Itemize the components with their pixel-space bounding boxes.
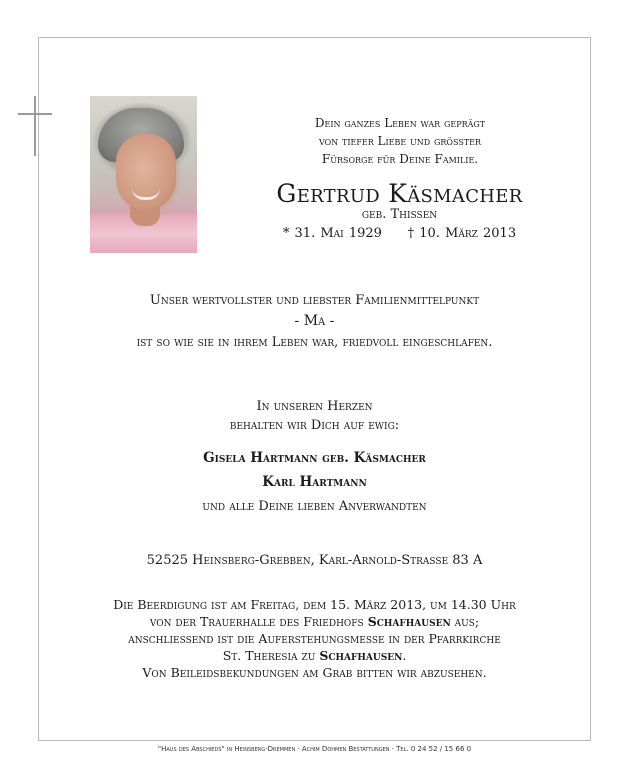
address: 52525 Heinsberg-Grebben, Karl-Arnold-Strasse 83 A <box>146 553 483 568</box>
mourners <box>40 446 589 494</box>
remembrance <box>40 397 589 435</box>
intro-line: von tiefer Liebe und grösster <box>318 134 482 148</box>
intro-verse <box>252 114 548 168</box>
relatives: und alle Deine lieben Anverwandten <box>202 499 427 514</box>
cross-icon <box>18 96 52 156</box>
maiden-name: geb. Thissen <box>361 207 438 222</box>
funeral-line: Die Beerdigung ist am Freitag, dem 15. März 2013, um 14.30 Uhr <box>113 597 516 612</box>
nickname: - Ma - <box>294 313 335 329</box>
condolence-note: Von Beileidsbekundungen am Grab bitten wir abzusehen. <box>142 665 487 680</box>
message <box>40 290 589 353</box>
remembrance-line: In unseren Herzen <box>256 399 373 414</box>
message-line: ist so wie sie in ihrem Leben war, friedvoll eingeschlafen. <box>136 335 493 350</box>
portrait-photo <box>90 96 197 253</box>
birth-date: * 31. Mai 1929 <box>282 226 382 241</box>
death-date: † 10. März 2013 <box>407 226 517 241</box>
funeral-line: von der Trauerhalle des Friedhofs Schafhausen aus; <box>149 614 480 629</box>
footer-imprint: "Haus des Abschieds" in Heinsberg-Dremmen · Achim Dohmen Bestattungen · Tel. 0 24 52 / 15 66 0 <box>157 745 472 753</box>
intro-line: Dein ganzes Leben war geprägt <box>314 116 486 130</box>
funeral-line: St. Theresia zu Schafhausen. <box>222 648 407 663</box>
church-location: Schafhausen <box>319 648 403 663</box>
deceased-name: Gertrud Käsmacher <box>276 179 523 208</box>
remembrance-line: behalten wir Dich auf ewig: <box>229 418 400 433</box>
life-dates <box>236 226 563 242</box>
mourner-name: Karl Hartmann <box>262 474 367 490</box>
message-line: Unser wertvollster und liebster Familienmittelpunkt <box>149 293 480 308</box>
funeral-line: anschliessend ist die Auferstehungsmesse in der Pfarrkirche <box>128 631 501 646</box>
mourner-name: Gisela Hartmann geb. Käsmacher <box>203 450 426 466</box>
cemetery-name: Schafhausen <box>367 614 451 629</box>
funeral-details <box>40 596 589 681</box>
intro-line: Fürsorge für Deine Familie. <box>321 152 479 166</box>
